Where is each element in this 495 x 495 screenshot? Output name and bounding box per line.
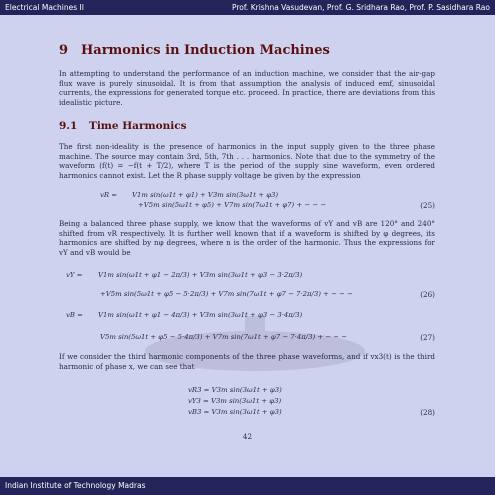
eq26-line1: V1m sin(ω1t + φ1 − 2π/3) + V3m sin(3ω1t + φ3 − 3·2π/3)	[98, 271, 303, 279]
authors: Prof. Krishna Vasudevan, Prof. G. Sridhara Rao, Prof. P. Sasidhara Rao	[231, 3, 490, 12]
paragraph-2: Being a balanced three phase supply, we know that the waveforms of vY and vB are 120° and 240° shifted from vR respectively. It is further well known that if a waveform is shifted by φ degrees, its harmonics are shifted by nφ degrees, where n is the order of the harmonic. Thus the expressions for vY and vB would be	[59, 219, 435, 258]
eq26-lhs: vY =	[66, 271, 83, 279]
page-number: 42	[242, 432, 253, 441]
eq27-line1: V1m sin(ω1t + φ1 − 4π/3) + V3m sin(3ω1t + φ3 − 3·4π/3)	[98, 311, 303, 319]
eq27-number: (27)	[420, 333, 435, 342]
course-title: Electrical Machines II	[5, 3, 84, 12]
eq28-line3: vB3 = V3m sin(3ω1t + φ3)	[188, 408, 282, 416]
eq27-lhs: vB =	[66, 311, 83, 319]
eq28-line2: vY3 = V3m sin(3ω1t + φ3)	[188, 397, 282, 405]
subsection-heading	[59, 120, 187, 132]
eq25-number: (25)	[420, 201, 435, 210]
eq26-number: (26)	[420, 290, 435, 299]
page-body	[0, 15, 495, 477]
intro-paragraph: In attempting to understand the performance of an induction machine, we consider that the air-gap flux wave is purely sinusoidal. It is from that assumption the analysis of induced emf, sinusoidal currents, the expressions for generated torque etc. proceed. In practice, there are deviations from this idealistic picture.	[59, 69, 436, 108]
subsection-title: Time Harmonics	[89, 120, 187, 132]
paragraph-1: The first non-ideality is the presence of harmonics in the input supply given to the three phase machine. The source may contain 3rd, 5th, 7th . . . harmonics. Note that due to the symmetry of the waveform (f(t) = −f(t + T/2), where T is the period of the supply sine waveform, even ordered harmonics cannot exist. Let the R phase supply voltage be given by the expression	[59, 142, 435, 181]
footer-bar	[0, 477, 495, 495]
eq26-line2: +V5m sin(5ω1t + φ5 − 5·2π/3) + V7m sin(7ω1t + φ7 − 7·2π/3) + − − −	[100, 290, 353, 298]
eq28-line1: vR3 = V3m sin(3ω1t + φ3)	[188, 386, 282, 394]
institute-name: Indian Institute of Technology Madras	[5, 481, 146, 490]
section-number: 9	[59, 43, 69, 58]
paragraph-3: If we consider the third harmonic components of the three phase waveforms, and if vx3(t) is the third harmonic of phase x, we can see that	[59, 352, 435, 371]
eq25-line1: V1m sin(ω1t + φ1) + V3m sin(3ω1t + φ3)	[132, 191, 279, 199]
section-title: Harmonics in Induction Machines	[81, 43, 330, 58]
eq25-line2: +V5m sin(5ω1t + φ5) + V7m sin(7ω1t + φ7) + − − −	[138, 201, 327, 209]
eq28-number: (28)	[420, 408, 435, 417]
section-heading	[59, 43, 330, 58]
eq27-line2: V5m sin(5ω1t + φ5 − 5·4π/3) + V7m sin(7ω1t + φ7 − 7·4π/3) + − − −	[100, 333, 348, 341]
header-bar	[0, 0, 495, 15]
eq25-lhs: vR =	[100, 191, 118, 199]
subsection-number: 9.1	[59, 120, 78, 132]
